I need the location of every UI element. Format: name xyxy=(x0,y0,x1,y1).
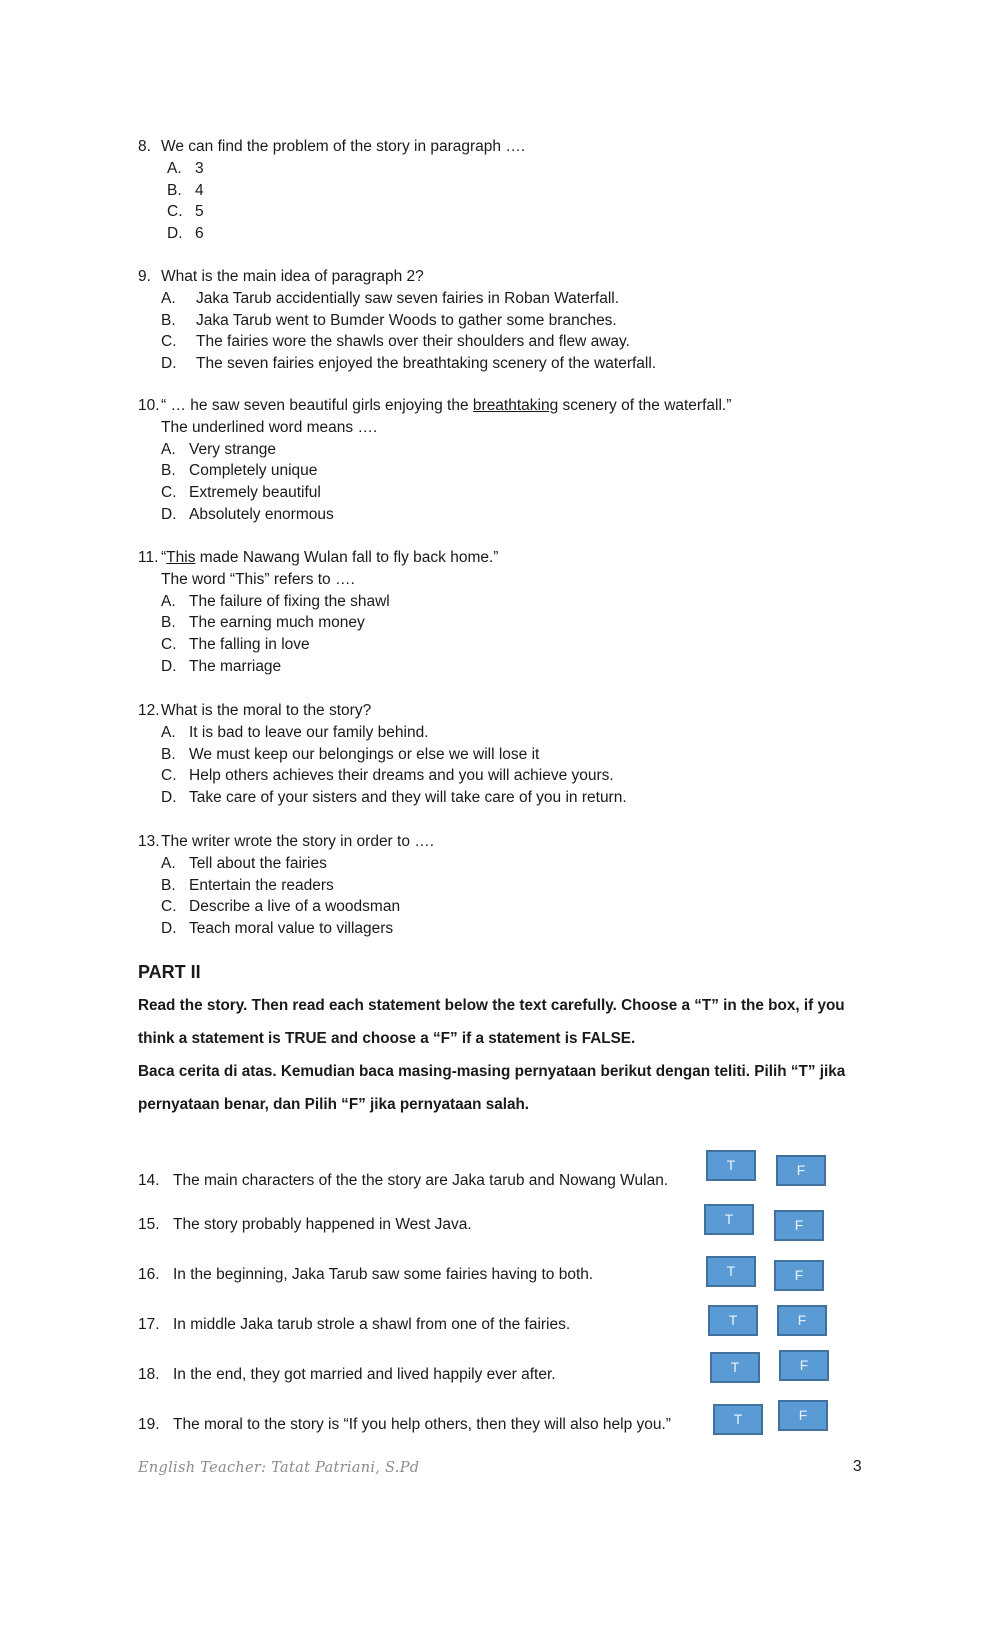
option-a[interactable]: A. 3 xyxy=(167,159,204,177)
statement-19: 19. The moral to the story is “If you help others, then they will also help you.” xyxy=(138,1416,671,1433)
false-box-15[interactable]: F xyxy=(774,1210,824,1241)
question-number: 11. xyxy=(138,549,159,566)
false-box-16[interactable]: F xyxy=(774,1260,824,1291)
question-12 xyxy=(138,700,878,809)
question-number: 9. xyxy=(138,268,151,285)
statement-16: 16. In the beginning, Jaka Tarub saw some fairies having to both. xyxy=(138,1266,594,1283)
option-d[interactable]: D. Teach moral value to villagers xyxy=(161,920,394,938)
true-box-16[interactable]: T xyxy=(706,1256,756,1287)
true-box-17[interactable]: T xyxy=(708,1305,758,1336)
option-c[interactable]: C. 5 xyxy=(167,203,204,221)
question-subprompt: The word “This” refers to …. xyxy=(161,570,355,588)
question-stem: We can find the problem of the story in paragraph …. xyxy=(161,138,526,155)
option-c[interactable]: C. The fairies wore the shawls over their shoulders and flew away. xyxy=(161,333,630,351)
option-d[interactable]: D. The marriage xyxy=(161,657,282,675)
statement-17: 17. In middle Jaka tarub strole a shawl from one of the fairies. xyxy=(138,1316,571,1333)
option-b[interactable]: B. 4 xyxy=(167,181,204,199)
option-b[interactable]: B. Jaka Tarub went to Bumder Woods to gather some branches. xyxy=(161,311,617,329)
question-8 xyxy=(138,136,878,245)
question-number: 13. xyxy=(138,833,160,850)
instruction-id-line-2: pernyataan benar, dan Pilih “F” jika pernyataan salah. xyxy=(138,1096,530,1113)
option-c[interactable]: C. Extremely beautiful xyxy=(161,484,321,502)
true-box-19[interactable]: T xyxy=(713,1404,763,1435)
option-a[interactable]: A. The failure of fixing the shawl xyxy=(161,592,390,610)
false-box-19[interactable]: F xyxy=(778,1400,828,1431)
option-a[interactable]: A. Jaka Tarub accidentially saw seven fairies in Roban Waterfall. xyxy=(161,289,620,307)
false-box-14[interactable]: F xyxy=(776,1155,826,1186)
statement-15: 15. The story probably happened in West Java. xyxy=(138,1216,472,1233)
question-stem: What is the main idea of paragraph 2? xyxy=(161,268,424,285)
true-box-15[interactable]: T xyxy=(704,1204,754,1235)
option-c[interactable]: C. The falling in love xyxy=(161,636,310,654)
underlined-word: This xyxy=(166,549,196,566)
question-13 xyxy=(138,831,878,940)
question-11: 11. “This made Nawang Wulan fall to fly back home.” The word “This” refers to …. A. The failure of fixing the shawl B. The earning much money C. The falling in love D. The marriage xyxy=(138,547,878,678)
option-d[interactable]: D. 6 xyxy=(167,225,204,243)
instruction-en-line-1: Read the story. Then read each statement below the text carefully. Choose a “T” in the box, if you xyxy=(138,997,845,1014)
false-box-17[interactable]: F xyxy=(777,1305,827,1336)
option-b[interactable]: B. The earning much money xyxy=(161,614,365,632)
question-9 xyxy=(138,266,878,375)
option-b[interactable]: B. Completely unique xyxy=(161,462,318,480)
option-c[interactable]: C. Describe a live of a woodsman xyxy=(161,898,401,916)
option-d[interactable]: D. Absolutely enormous xyxy=(161,505,334,523)
option-c[interactable]: C. Help others achieves their dreams and you will achieve yours. xyxy=(161,767,614,785)
option-a[interactable]: A. Very strange xyxy=(161,440,277,458)
question-number: 10. xyxy=(138,397,160,414)
underlined-word: breathtaking xyxy=(472,397,559,414)
option-b[interactable]: B. Entertain the readers xyxy=(161,876,334,894)
option-d[interactable]: D. Take care of your sisters and they will take care of you in return. xyxy=(161,789,627,807)
option-a[interactable]: A. It is bad to leave our family behind. xyxy=(161,723,429,741)
page-number: 3 xyxy=(853,1458,862,1475)
true-box-14[interactable]: T xyxy=(706,1150,756,1181)
option-a[interactable]: A. Tell about the fairies xyxy=(161,854,327,872)
question-stem: What is the moral to the story? xyxy=(161,702,372,719)
true-box-18[interactable]: T xyxy=(710,1352,760,1383)
false-box-18[interactable]: F xyxy=(779,1350,829,1381)
statement-18: 18. In the end, they got married and lived happily ever after. xyxy=(138,1366,556,1383)
option-b[interactable]: B. We must keep our belongings or else we will lose it xyxy=(161,745,540,763)
footer-teacher: English Teacher: Tatat Patriani, S.Pd xyxy=(138,1460,420,1476)
question-number: 12. xyxy=(138,702,160,719)
option-d[interactable]: D. The seven fairies enjoyed the breathtaking scenery of the waterfall. xyxy=(161,355,657,373)
part-title: PART II xyxy=(138,962,201,982)
statement-14: 14. The main characters of the the story are Jaka tarub and Nowang Wulan. xyxy=(138,1172,669,1189)
instruction-en-line-2: think a statement is TRUE and choose a “F” if a statement is FALSE. xyxy=(138,1030,636,1047)
question-stem: The writer wrote the story in order to …. xyxy=(161,833,435,850)
question-number: 8. xyxy=(138,138,151,155)
question-subprompt: The underlined word means …. xyxy=(161,418,378,436)
instruction-id-line-1: Baca cerita di atas. Kemudian baca masing-masing pernyataan berikut dengan teliti. Pilih “T” jika xyxy=(138,1063,846,1080)
question-10: 10.“ … he saw seven beautiful girls enjoying the breathtaking scenery of the waterfall.” The underlined word means …. A. Very strange B. Completely unique C. Extremely beautiful D. Absolutely enormous xyxy=(138,395,878,526)
